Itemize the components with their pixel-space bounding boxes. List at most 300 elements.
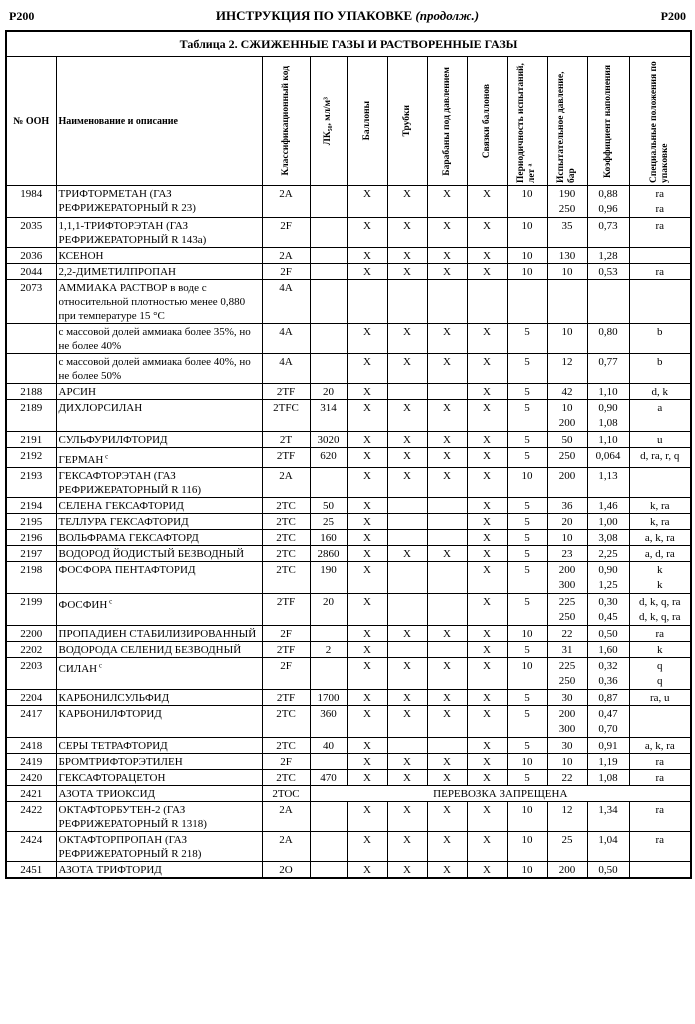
cell-un: 2421 <box>6 785 56 801</box>
cell-drums: X <box>427 801 467 831</box>
cell-cylinders: X <box>347 384 387 400</box>
cell-bundles: X <box>467 186 507 218</box>
cell-period: 10 <box>507 467 547 497</box>
cell-fill: 0,77 <box>587 354 629 384</box>
cell-class: 2TC <box>262 497 310 513</box>
cell-drums <box>427 561 467 593</box>
cell-bundles: X <box>467 545 507 561</box>
cell-special: a, k, ra <box>629 529 691 545</box>
cell-un: 2418 <box>6 737 56 753</box>
cell-pressure: 30 <box>547 689 587 705</box>
cell-pressure: 42 <box>547 384 587 400</box>
cell-bundles: X <box>467 561 507 593</box>
cell-tubes: X <box>387 448 427 468</box>
cell-cylinders: X <box>347 641 387 657</box>
cell-bundles: X <box>467 769 507 785</box>
cell-drums: X <box>427 657 467 689</box>
title-continued: (продолж.) <box>415 8 480 23</box>
cell-tubes <box>387 280 427 324</box>
cell-class: 4A <box>262 280 310 324</box>
cell-class: 2TC <box>262 561 310 593</box>
col-fill: Коэффициент наполнения <box>587 57 629 186</box>
cell-fill: 1,13 <box>587 467 629 497</box>
cell-cylinders: X <box>347 625 387 641</box>
cell-name: 1,1,1-ТРИФТОРЭТАН (ГАЗ РЕФРИЖЕРАТОРНЫЙ R 143a) <box>56 218 262 248</box>
cell-cylinders: X <box>347 324 387 354</box>
cell-class: 2TOC <box>262 785 310 801</box>
table-title-row <box>6 31 691 57</box>
table-row <box>6 593 691 625</box>
col-name: Наименование и описание <box>56 57 262 186</box>
cell-fill: 0,87 <box>587 689 629 705</box>
cell-name: СЕРЫ ТЕТРАФТОРИД <box>56 737 262 753</box>
cell-name: с массовой долей аммиака более 35%, но не более 40% <box>56 324 262 354</box>
cell-bundles: X <box>467 264 507 280</box>
cell-cylinders: X <box>347 354 387 384</box>
cell-name: СЕЛЕНА ГЕКСАФТОРИД <box>56 497 262 513</box>
cell-bundles: X <box>467 400 507 432</box>
cell-un: 2417 <box>6 705 56 737</box>
cell-name: КАРБОНИЛСУЛЬФИД <box>56 689 262 705</box>
cell-bundles: X <box>467 384 507 400</box>
cell-name: БРОМТРИФТОРЭТИЛЕН <box>56 753 262 769</box>
cell-un: 2424 <box>6 831 56 861</box>
cell-pressure <box>547 280 587 324</box>
cell-name: 2,2-ДИМЕТИЛПРОПАН <box>56 264 262 280</box>
cell-tubes <box>387 737 427 753</box>
table-row <box>6 545 691 561</box>
cell-cylinders: X <box>347 593 387 625</box>
table-row <box>6 384 691 400</box>
cell-cylinders: X <box>347 448 387 468</box>
cell-fill: 1,60 <box>587 641 629 657</box>
cell-special <box>629 280 691 324</box>
cell-un: 2202 <box>6 641 56 657</box>
cell-bundles: X <box>467 737 507 753</box>
column-header-row <box>6 57 691 186</box>
cell-drums: X <box>427 753 467 769</box>
cell-tubes: X <box>387 769 427 785</box>
cell-lc50: 1700 <box>310 689 347 705</box>
table-row <box>6 737 691 753</box>
cell-class: 2TC <box>262 545 310 561</box>
cell-drums: X <box>427 432 467 448</box>
cell-lc50: 2 <box>310 641 347 657</box>
cell-pressure: 200 300 <box>547 705 587 737</box>
col-period: Периодичность испытаний, лет ᵃ <box>507 57 547 186</box>
cell-cylinders: X <box>347 467 387 497</box>
gas-table <box>5 30 692 879</box>
cell-cylinders: X <box>347 689 387 705</box>
cell-period: 5 <box>507 354 547 384</box>
cell-un: 2203 <box>6 657 56 689</box>
cell-pressure: 250 <box>547 448 587 468</box>
cell-drums: X <box>427 324 467 354</box>
cell-special: d, k, q, ra d, k, q, ra <box>629 593 691 625</box>
cell-period: 10 <box>507 657 547 689</box>
cell-class: 2TC <box>262 769 310 785</box>
cell-un: 2422 <box>6 801 56 831</box>
cell-fill: 2,25 <box>587 545 629 561</box>
cell-un: 2192 <box>6 448 56 468</box>
cell-name: СИЛАН $^c$ <box>56 657 262 689</box>
cell-bundles: X <box>467 657 507 689</box>
cell-lc50: 3020 <box>310 432 347 448</box>
cell-name: АРСИН <box>56 384 262 400</box>
cell-drums <box>427 593 467 625</box>
cell-period: 5 <box>507 769 547 785</box>
cell-period: 5 <box>507 561 547 593</box>
cell-special: q q <box>629 657 691 689</box>
table-row <box>6 785 691 801</box>
cell-bundles: X <box>467 432 507 448</box>
cell-cylinders: X <box>347 657 387 689</box>
cell-fill: 0,50 <box>587 861 629 878</box>
col-tubes: Трубки <box>387 57 427 186</box>
cell-fill: 0,32 0,36 <box>587 657 629 689</box>
cell-fill: 1,19 <box>587 753 629 769</box>
table-row <box>6 513 691 529</box>
cell-special: ra ra <box>629 186 691 218</box>
col-drums: Барабаны под давлением <box>427 57 467 186</box>
cell-drums: X <box>427 831 467 861</box>
cell-drums: X <box>427 625 467 641</box>
cell-lc50 <box>310 625 347 641</box>
cell-name: АЗОТА ТРИФТОРИД <box>56 861 262 878</box>
cell-lc50 <box>310 831 347 861</box>
cell-period: 5 <box>507 545 547 561</box>
cell-bundles: X <box>467 324 507 354</box>
cell-un: 2036 <box>6 248 56 264</box>
cell-cylinders: X <box>347 400 387 432</box>
cell-un <box>6 354 56 384</box>
code-right: P200 <box>660 9 686 23</box>
cell-lc50 <box>310 280 347 324</box>
cell-tubes: X <box>387 705 427 737</box>
cell-special <box>629 861 691 878</box>
cell-lc50: 470 <box>310 769 347 785</box>
cell-class: 2A <box>262 186 310 218</box>
table-row <box>6 689 691 705</box>
cell-fill: 0,90 1,08 <box>587 400 629 432</box>
cell-period: 5 <box>507 324 547 354</box>
cell-bundles: X <box>467 705 507 737</box>
cell-tubes <box>387 561 427 593</box>
cell-drums: X <box>427 186 467 218</box>
cell-period: 10 <box>507 831 547 861</box>
cell-cylinders: X <box>347 497 387 513</box>
col-lc50: ЛК₅₀, мл/м³ <box>310 57 347 186</box>
cell-tubes <box>387 513 427 529</box>
cell-fill: 0,47 0,70 <box>587 705 629 737</box>
cell-period: 10 <box>507 248 547 264</box>
cell-special: k <box>629 641 691 657</box>
cell-special: d, k <box>629 384 691 400</box>
cell-bundles: X <box>467 593 507 625</box>
cell-fill: 0,50 <box>587 625 629 641</box>
table-row <box>6 769 691 785</box>
cell-class: 2A <box>262 248 310 264</box>
table-row <box>6 831 691 861</box>
cell-bundles: X <box>467 529 507 545</box>
cell-lc50 <box>310 861 347 878</box>
cell-cylinders: X <box>347 737 387 753</box>
cell-pressure: 10 <box>547 529 587 545</box>
cell-period: 5 <box>507 432 547 448</box>
cell-class: 2TC <box>262 529 310 545</box>
cell-class: 4A <box>262 354 310 384</box>
cell-tubes: X <box>387 545 427 561</box>
cell-special: k, ra <box>629 513 691 529</box>
code-left: P200 <box>9 9 35 23</box>
cell-name: СУЛЬФУРИЛФТОРИД <box>56 432 262 448</box>
cell-special: u <box>629 432 691 448</box>
cell-drums <box>427 737 467 753</box>
table-row <box>6 186 691 218</box>
cell-tubes: X <box>387 186 427 218</box>
cell-pressure: 22 <box>547 769 587 785</box>
cell-fill: 0,73 <box>587 218 629 248</box>
cell-period: 10 <box>507 186 547 218</box>
cell-period: 10 <box>507 801 547 831</box>
cell-tubes: X <box>387 861 427 878</box>
cell-period: 5 <box>507 593 547 625</box>
cell-drums: X <box>427 705 467 737</box>
cell-name: ТЕЛЛУРА ГЕКСАФТОРИД <box>56 513 262 529</box>
cell-drums <box>427 497 467 513</box>
page-header <box>5 0 690 30</box>
cell-fill: 0,80 <box>587 324 629 354</box>
cell-name: ГЕКСАФТОРАЦЕТОН <box>56 769 262 785</box>
cell-class: 2O <box>262 861 310 878</box>
table-row <box>6 467 691 497</box>
cell-period: 10 <box>507 753 547 769</box>
cell-lc50: 314 <box>310 400 347 432</box>
cell-fill: 0,53 <box>587 264 629 280</box>
cell-name: ВОДОРОДА СЕЛЕНИД БЕЗВОДНЫЙ <box>56 641 262 657</box>
col-cylinders: Баллоны <box>347 57 387 186</box>
cell-drums <box>427 280 467 324</box>
table-row <box>6 625 691 641</box>
cell-cylinders: X <box>347 769 387 785</box>
cell-period: 5 <box>507 705 547 737</box>
cell-bundles: X <box>467 625 507 641</box>
cell-pressure: 36 <box>547 497 587 513</box>
cell-class: 2TFC <box>262 400 310 432</box>
cell-lc50: 20 <box>310 593 347 625</box>
table-row <box>6 705 691 737</box>
cell-name: АЗОТА ТРИОКСИД <box>56 785 262 801</box>
cell-bundles: X <box>467 354 507 384</box>
cell-special <box>629 705 691 737</box>
table-row <box>6 248 691 264</box>
cell-name: ФОСФОРА ПЕНТАФТОРИД <box>56 561 262 593</box>
cell-class: 2TF <box>262 384 310 400</box>
cell-cylinders: X <box>347 248 387 264</box>
cell-cylinders <box>347 280 387 324</box>
cell-un <box>6 324 56 354</box>
cell-pressure: 200 300 <box>547 561 587 593</box>
cell-drums: X <box>427 400 467 432</box>
cell-pressure: 25 <box>547 831 587 861</box>
cell-pressure: 31 <box>547 641 587 657</box>
cell-class: 2TC <box>262 737 310 753</box>
cell-fill: 1,00 <box>587 513 629 529</box>
cell-fill <box>587 280 629 324</box>
cell-cylinders: X <box>347 831 387 861</box>
cell-special: ra <box>629 625 691 641</box>
cell-drums: X <box>427 354 467 384</box>
cell-period: 5 <box>507 497 547 513</box>
table-row <box>6 400 691 432</box>
cell-tubes: X <box>387 354 427 384</box>
cell-drums <box>427 513 467 529</box>
table-row <box>6 264 691 280</box>
cell-fill: 1,34 <box>587 801 629 831</box>
cell-class: 2TC <box>262 705 310 737</box>
cell-lc50 <box>310 801 347 831</box>
cell-cylinders: X <box>347 753 387 769</box>
col-pressure: Испытательное давление, бар <box>547 57 587 186</box>
table-row <box>6 448 691 468</box>
cell-lc50 <box>310 218 347 248</box>
cell-un: 2194 <box>6 497 56 513</box>
cell-un: 2193 <box>6 467 56 497</box>
cell-special <box>629 467 691 497</box>
cell-pressure: 10 200 <box>547 400 587 432</box>
table-row <box>6 354 691 384</box>
cell-fill: 0,064 <box>587 448 629 468</box>
cell-forbidden: ПЕРЕВОЗКА ЗАПРЕЩЕНА <box>310 785 691 801</box>
cell-un: 2073 <box>6 280 56 324</box>
cell-drums <box>427 641 467 657</box>
cell-tubes <box>387 641 427 657</box>
cell-tubes <box>387 593 427 625</box>
cell-cylinders: X <box>347 561 387 593</box>
cell-class: 2F <box>262 218 310 248</box>
cell-cylinders: X <box>347 513 387 529</box>
cell-drums: X <box>427 248 467 264</box>
cell-special: ra, u <box>629 689 691 705</box>
cell-un: 2204 <box>6 689 56 705</box>
cell-fill: 1,08 <box>587 769 629 785</box>
cell-tubes: X <box>387 467 427 497</box>
cell-tubes: X <box>387 400 427 432</box>
cell-pressure: 130 <box>547 248 587 264</box>
cell-un: 2044 <box>6 264 56 280</box>
cell-bundles: X <box>467 497 507 513</box>
cell-cylinders: X <box>347 529 387 545</box>
cell-name: ФОСФИН $^c$ <box>56 593 262 625</box>
cell-period: 5 <box>507 384 547 400</box>
cell-period: 5 <box>507 400 547 432</box>
cell-tubes <box>387 529 427 545</box>
cell-special: a, d, ra <box>629 545 691 561</box>
cell-drums: X <box>427 218 467 248</box>
cell-lc50 <box>310 354 347 384</box>
cell-tubes: X <box>387 831 427 861</box>
table-row <box>6 529 691 545</box>
cell-tubes: X <box>387 753 427 769</box>
cell-un: 2195 <box>6 513 56 529</box>
cell-tubes: X <box>387 324 427 354</box>
table-row <box>6 561 691 593</box>
cell-bundles: X <box>467 641 507 657</box>
cell-class: 2F <box>262 753 310 769</box>
cell-tubes: X <box>387 801 427 831</box>
cell-period: 10 <box>507 218 547 248</box>
cell-name: ГЕКСАФТОРЭТАН (ГАЗ РЕФРИЖЕРАТОРНЫЙ R 116) <box>56 467 262 497</box>
cell-lc50: 25 <box>310 513 347 529</box>
cell-pressure: 200 <box>547 861 587 878</box>
cell-un: 2420 <box>6 769 56 785</box>
cell-special: k, ra <box>629 497 691 513</box>
cell-lc50 <box>310 467 347 497</box>
cell-drums: X <box>427 264 467 280</box>
cell-drums: X <box>427 769 467 785</box>
cell-bundles: X <box>467 513 507 529</box>
cell-period: 5 <box>507 641 547 657</box>
cell-tubes: X <box>387 264 427 280</box>
cell-special: ra <box>629 769 691 785</box>
cell-tubes <box>387 384 427 400</box>
cell-fill: 1,46 <box>587 497 629 513</box>
page-title <box>5 8 690 24</box>
cell-class: 2F <box>262 625 310 641</box>
cell-tubes: X <box>387 625 427 641</box>
table-title: Таблица 2. СЖИЖЕННЫЕ ГАЗЫ И РАСТВОРЕННЫЕ ГАЗЫ <box>6 31 691 57</box>
cell-class: 2A <box>262 831 310 861</box>
cell-bundles: X <box>467 218 507 248</box>
cell-special: a, k, ra <box>629 737 691 753</box>
cell-un: 2200 <box>6 625 56 641</box>
cell-class: 2TF <box>262 641 310 657</box>
cell-drums: X <box>427 467 467 497</box>
cell-class: 2TF <box>262 448 310 468</box>
table-row <box>6 218 691 248</box>
col-bundles: Связки баллонов <box>467 57 507 186</box>
table-row <box>6 280 691 324</box>
cell-lc50: 40 <box>310 737 347 753</box>
cell-bundles <box>467 280 507 324</box>
cell-lc50: 190 <box>310 561 347 593</box>
cell-lc50 <box>310 186 347 218</box>
cell-tubes: X <box>387 248 427 264</box>
cell-class: 2A <box>262 801 310 831</box>
col-special: Специальные положения по упаковке <box>629 57 691 186</box>
cell-special: ra <box>629 218 691 248</box>
cell-pressure: 225 250 <box>547 657 587 689</box>
cell-bundles: X <box>467 467 507 497</box>
document-page <box>5 0 690 879</box>
cell-pressure: 12 <box>547 354 587 384</box>
cell-special: b <box>629 354 691 384</box>
cell-pressure: 10 <box>547 264 587 280</box>
cell-class: 2F <box>262 657 310 689</box>
cell-name: КАРБОНИЛФТОРИД <box>56 705 262 737</box>
table-row <box>6 324 691 354</box>
cell-drums: X <box>427 689 467 705</box>
cell-cylinders: X <box>347 705 387 737</box>
cell-class: 4A <box>262 324 310 354</box>
cell-pressure: 200 <box>547 467 587 497</box>
cell-name: ПРОПАДИЕН СТАБИЛИЗИРОВАННЫЙ <box>56 625 262 641</box>
cell-un: 2197 <box>6 545 56 561</box>
cell-name: ТРИФТОРМЕТАН (ГАЗ РЕФРИЖЕРАТОРНЫЙ R 23) <box>56 186 262 218</box>
cell-special <box>629 248 691 264</box>
cell-name: ОКТАФТОРБУТЕН-2 (ГАЗ РЕФРИЖЕРАТОРНЫЙ R 1318) <box>56 801 262 831</box>
cell-fill: 0,90 1,25 <box>587 561 629 593</box>
